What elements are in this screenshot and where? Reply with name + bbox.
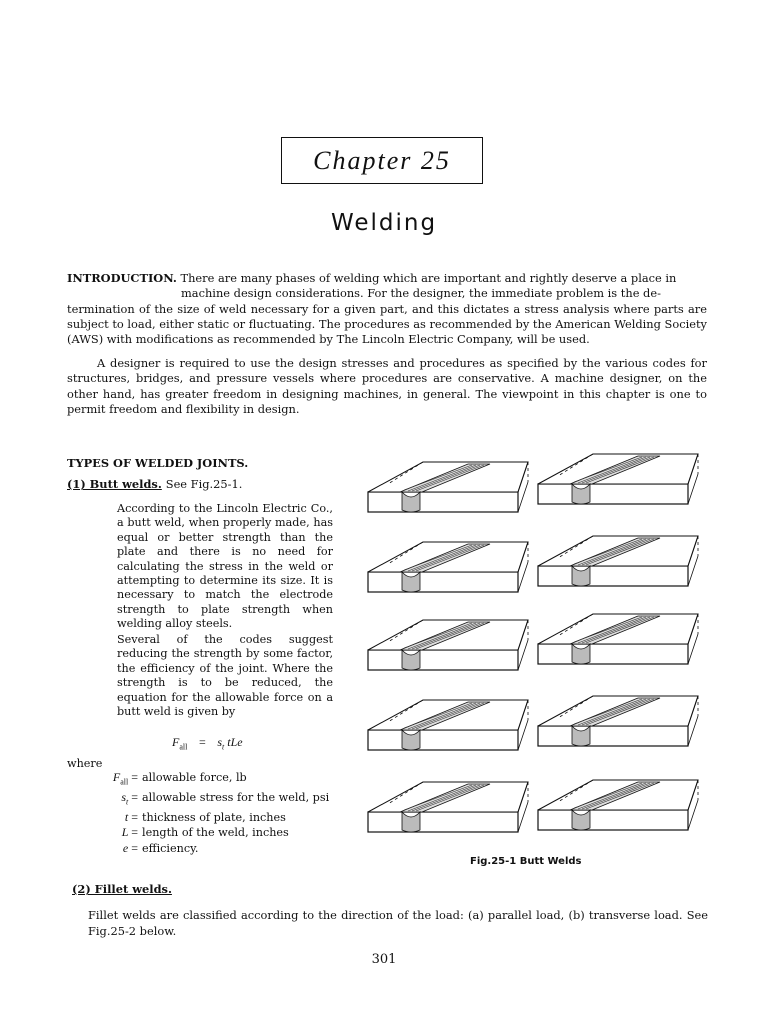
def-text: allowable stress for the weld, psi bbox=[142, 790, 330, 804]
equation-equals: = bbox=[198, 735, 206, 749]
paragraph-2: A designer is required to use the design stresses and procedures as specified by the various codes for structures, bridges, and pressure vessels where procedures are conservative. A machine designer, on the other hand, has greater freedom in designing machines, in general. The viewpoint in this chapter is one to permit freedom and flexibility in design. bbox=[67, 356, 707, 416]
weld-diagram-4 bbox=[538, 536, 698, 586]
definition-row bbox=[80, 841, 332, 857]
weld-diagram-7 bbox=[368, 700, 528, 750]
def-symbol: $F_{all}$ = bbox=[112, 770, 138, 787]
butt-welds-heading bbox=[67, 477, 242, 491]
definition-row bbox=[80, 825, 332, 841]
chapter-box bbox=[281, 137, 483, 184]
fillet-welds-text: Fillet welds are classified according to the direction of the load: (a) parallel load, (b) transverse load. See Fig.25-2 below. bbox=[88, 908, 708, 938]
definitions-list bbox=[80, 770, 332, 856]
def-symbol: t = bbox=[124, 809, 138, 824]
butt-heading-ref: See Fig.25-1. bbox=[165, 477, 243, 491]
weld-diagram-5 bbox=[368, 620, 528, 670]
def-symbol: e = bbox=[122, 840, 138, 855]
def-text: length of the weld, inches bbox=[142, 826, 289, 840]
butt-heading-title: (1) Butt welds. bbox=[67, 477, 162, 491]
weld-diagram-10 bbox=[538, 780, 698, 830]
weld-diagram-6 bbox=[538, 614, 698, 664]
weld-diagram-1 bbox=[368, 462, 528, 512]
intro-lead: INTRODUCTION. bbox=[67, 271, 177, 285]
definition-row bbox=[80, 770, 332, 790]
definition-row bbox=[80, 790, 332, 810]
def-text: efficiency. bbox=[142, 841, 199, 855]
weld-diagram-2 bbox=[538, 454, 698, 504]
fillet-welds-heading: (2) Fillet welds. bbox=[72, 882, 172, 896]
def-text: thickness of plate, inches bbox=[142, 810, 286, 824]
where-label: where bbox=[67, 757, 103, 770]
equation-lhs: $F_{all}$ bbox=[172, 735, 188, 752]
butt-para1: According to the Lincoln Electric Co., a butt weld, when properly made, has equal or better strength than the plate and there is no need for calculating the stress in the weld or attempting to determine its size. It is necessary to match the electrode strength to plate strength when welding alloy steels. bbox=[117, 502, 333, 631]
introduction-paragraph bbox=[67, 271, 707, 347]
butt-para2: Several of the codes suggest reducing the strength by some factor, the efficiency of the joint. Where the strength is to be reduced, the equation for the allowable force on a butt weld is given by bbox=[117, 633, 333, 719]
chapter-label: Chapter 25 bbox=[313, 146, 451, 175]
figure-caption: Fig.25-1 Butt Welds bbox=[470, 856, 582, 867]
def-symbol: $s_t$ = bbox=[121, 789, 138, 807]
intro-line1: There are many phases of welding which are important and rightly deserve a place in bbox=[180, 271, 677, 285]
weld-diagram-9 bbox=[368, 782, 528, 832]
page-number: 301 bbox=[371, 952, 397, 967]
weld-diagram-3 bbox=[368, 542, 528, 592]
intro-line2: machine design considerations. For the designer, the immediate problem is the de- bbox=[181, 286, 661, 301]
types-heading: TYPES OF WELDED JOINTS. bbox=[67, 456, 249, 470]
def-text: allowable force, lb bbox=[142, 771, 247, 784]
intro-rest: termination of the size of weld necessary for a given part, and this dictates a stress analysis where parts are subject to load, either static or fluctuating. The procedures as recommended by the American Welding Society (AWS) with modifications as recommended by The Lincoln Electric Company, will be used. bbox=[67, 301, 707, 347]
butt-para2-wrap bbox=[67, 633, 333, 719]
def-symbol: L = bbox=[121, 825, 138, 840]
equation-rhs: $s_t$ tLe bbox=[217, 735, 243, 752]
chapter-title: Welding bbox=[330, 210, 438, 236]
definition-row bbox=[80, 810, 332, 826]
equation bbox=[172, 735, 243, 751]
weld-diagram-8 bbox=[538, 696, 698, 746]
butt-welds-figure bbox=[360, 450, 710, 850]
